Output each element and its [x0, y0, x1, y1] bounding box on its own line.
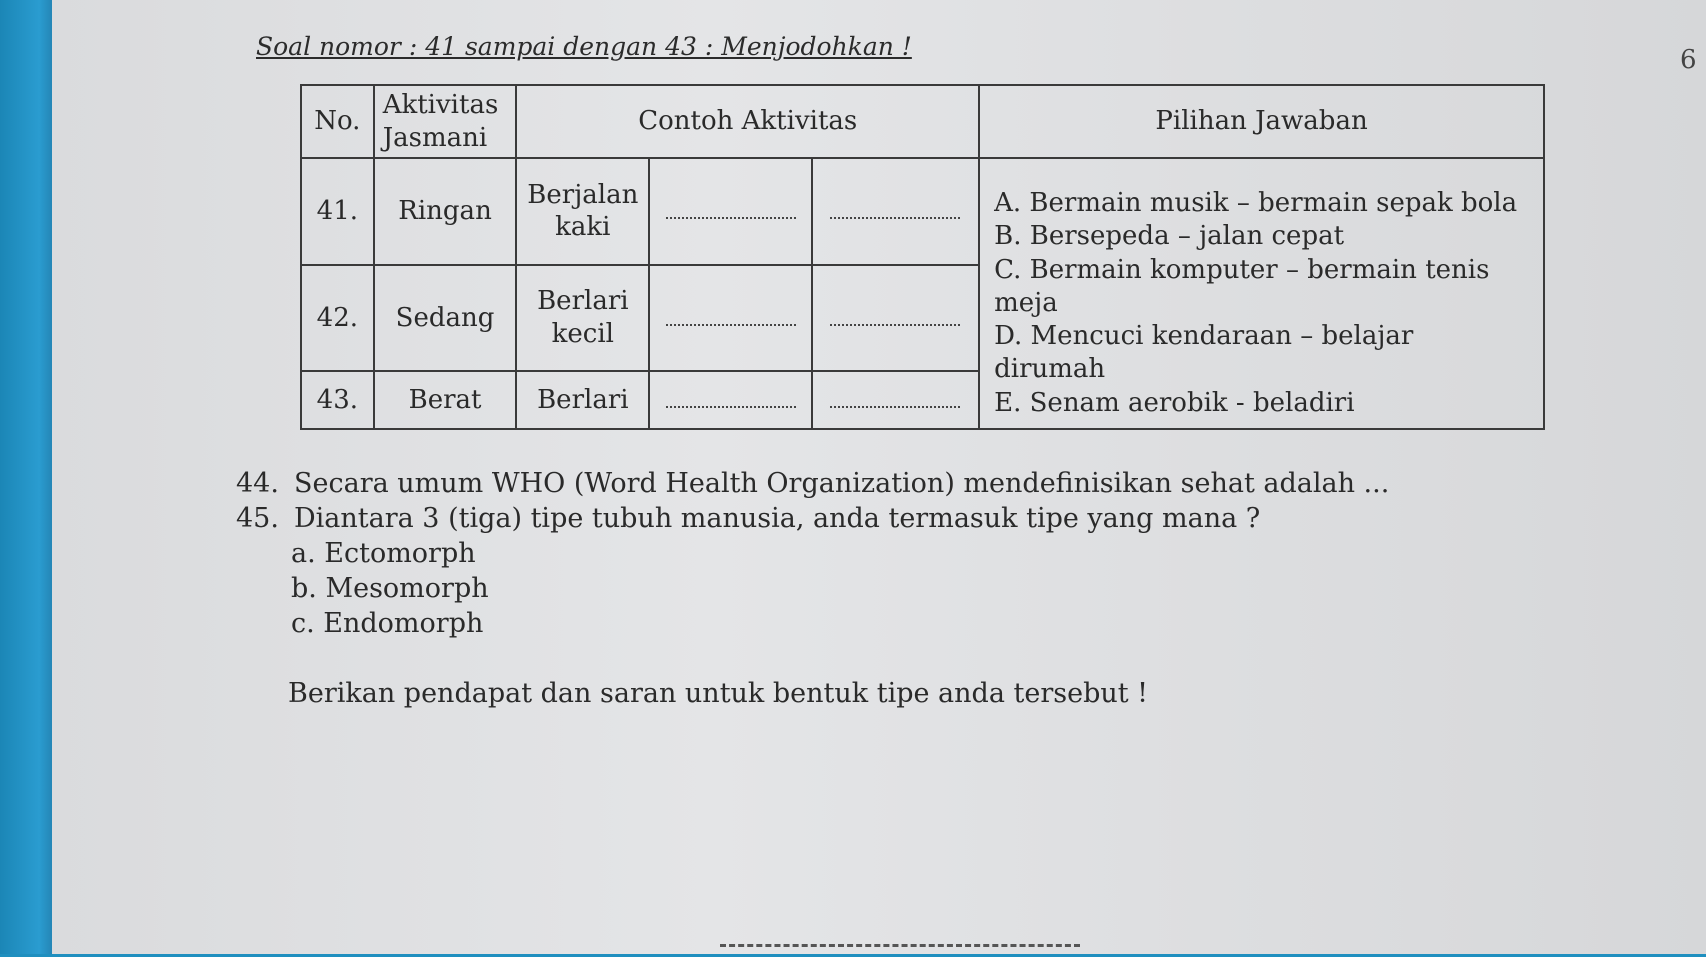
- corner-mark: 6: [1680, 45, 1697, 75]
- answer-options: [979, 158, 1544, 429]
- answer-blank[interactable]: [649, 158, 812, 265]
- closing-instruction: Berikan pendapat dan saran untuk bentuk tipe anda tersebut !: [288, 678, 1149, 709]
- header-pilihan: Pilihan Jawaban: [979, 85, 1544, 158]
- row-contoh: Berjalan kaki: [516, 158, 649, 265]
- answer-blank[interactable]: [649, 371, 812, 429]
- header-contoh: Contoh Aktivitas: [516, 85, 979, 158]
- choice-item: a. Ectomorph: [291, 538, 476, 569]
- row-aktivitas: Sedang: [374, 265, 517, 372]
- answer-blank[interactable]: [812, 371, 979, 429]
- question-list: [236, 466, 1389, 641]
- blue-background-edge: [0, 0, 56, 954]
- table-header-row: [301, 85, 1544, 158]
- question-number: 44.: [236, 468, 279, 499]
- cut-off-text-marks: [720, 944, 1080, 957]
- option-item: A. Bermain musik – bermain sepak bola: [994, 188, 1518, 219]
- table-row: [301, 158, 1544, 265]
- question-item: [236, 501, 1389, 536]
- option-item: C. Bermain komputer – bermain tenis meja: [994, 254, 1490, 318]
- row-aktivitas: Ringan: [374, 158, 517, 265]
- header-no: No.: [301, 85, 374, 158]
- row-aktivitas: Berat: [374, 371, 517, 429]
- row-no: 41.: [301, 158, 374, 265]
- option-item: B. Bersepeda – jalan cepat: [994, 221, 1345, 252]
- question-number: 45.: [236, 503, 279, 534]
- option-item: E. Senam aerobik - beladiri: [994, 387, 1355, 418]
- row-contoh: Berlari: [516, 371, 649, 429]
- choice-item: b. Mesomorph: [291, 573, 489, 604]
- row-contoh: Berlari kecil: [516, 265, 649, 372]
- row-no: 42.: [301, 265, 374, 372]
- answer-blank[interactable]: [812, 265, 979, 372]
- question-text: Secara umum WHO (Word Health Organization) mendefinisikan sehat adalah ...: [294, 468, 1390, 499]
- matching-table: [300, 84, 1545, 430]
- choice-item: c. Endomorph: [291, 608, 484, 639]
- header-aktivitas: Aktivitas Jasmani: [374, 85, 517, 158]
- section-heading: Soal nomor : 41 sampai dengan 43 : Menjodohkan !: [256, 32, 912, 61]
- answer-blank[interactable]: [812, 158, 979, 265]
- question-text: Diantara 3 (tiga) tipe tubuh manusia, anda termasuk tipe yang mana ?: [294, 503, 1261, 534]
- option-item: D. Mencuci kendaraan – belajar dirumah: [994, 321, 1414, 385]
- answer-blank[interactable]: [649, 265, 812, 372]
- row-no: 43.: [301, 371, 374, 429]
- question-item: [236, 466, 1389, 501]
